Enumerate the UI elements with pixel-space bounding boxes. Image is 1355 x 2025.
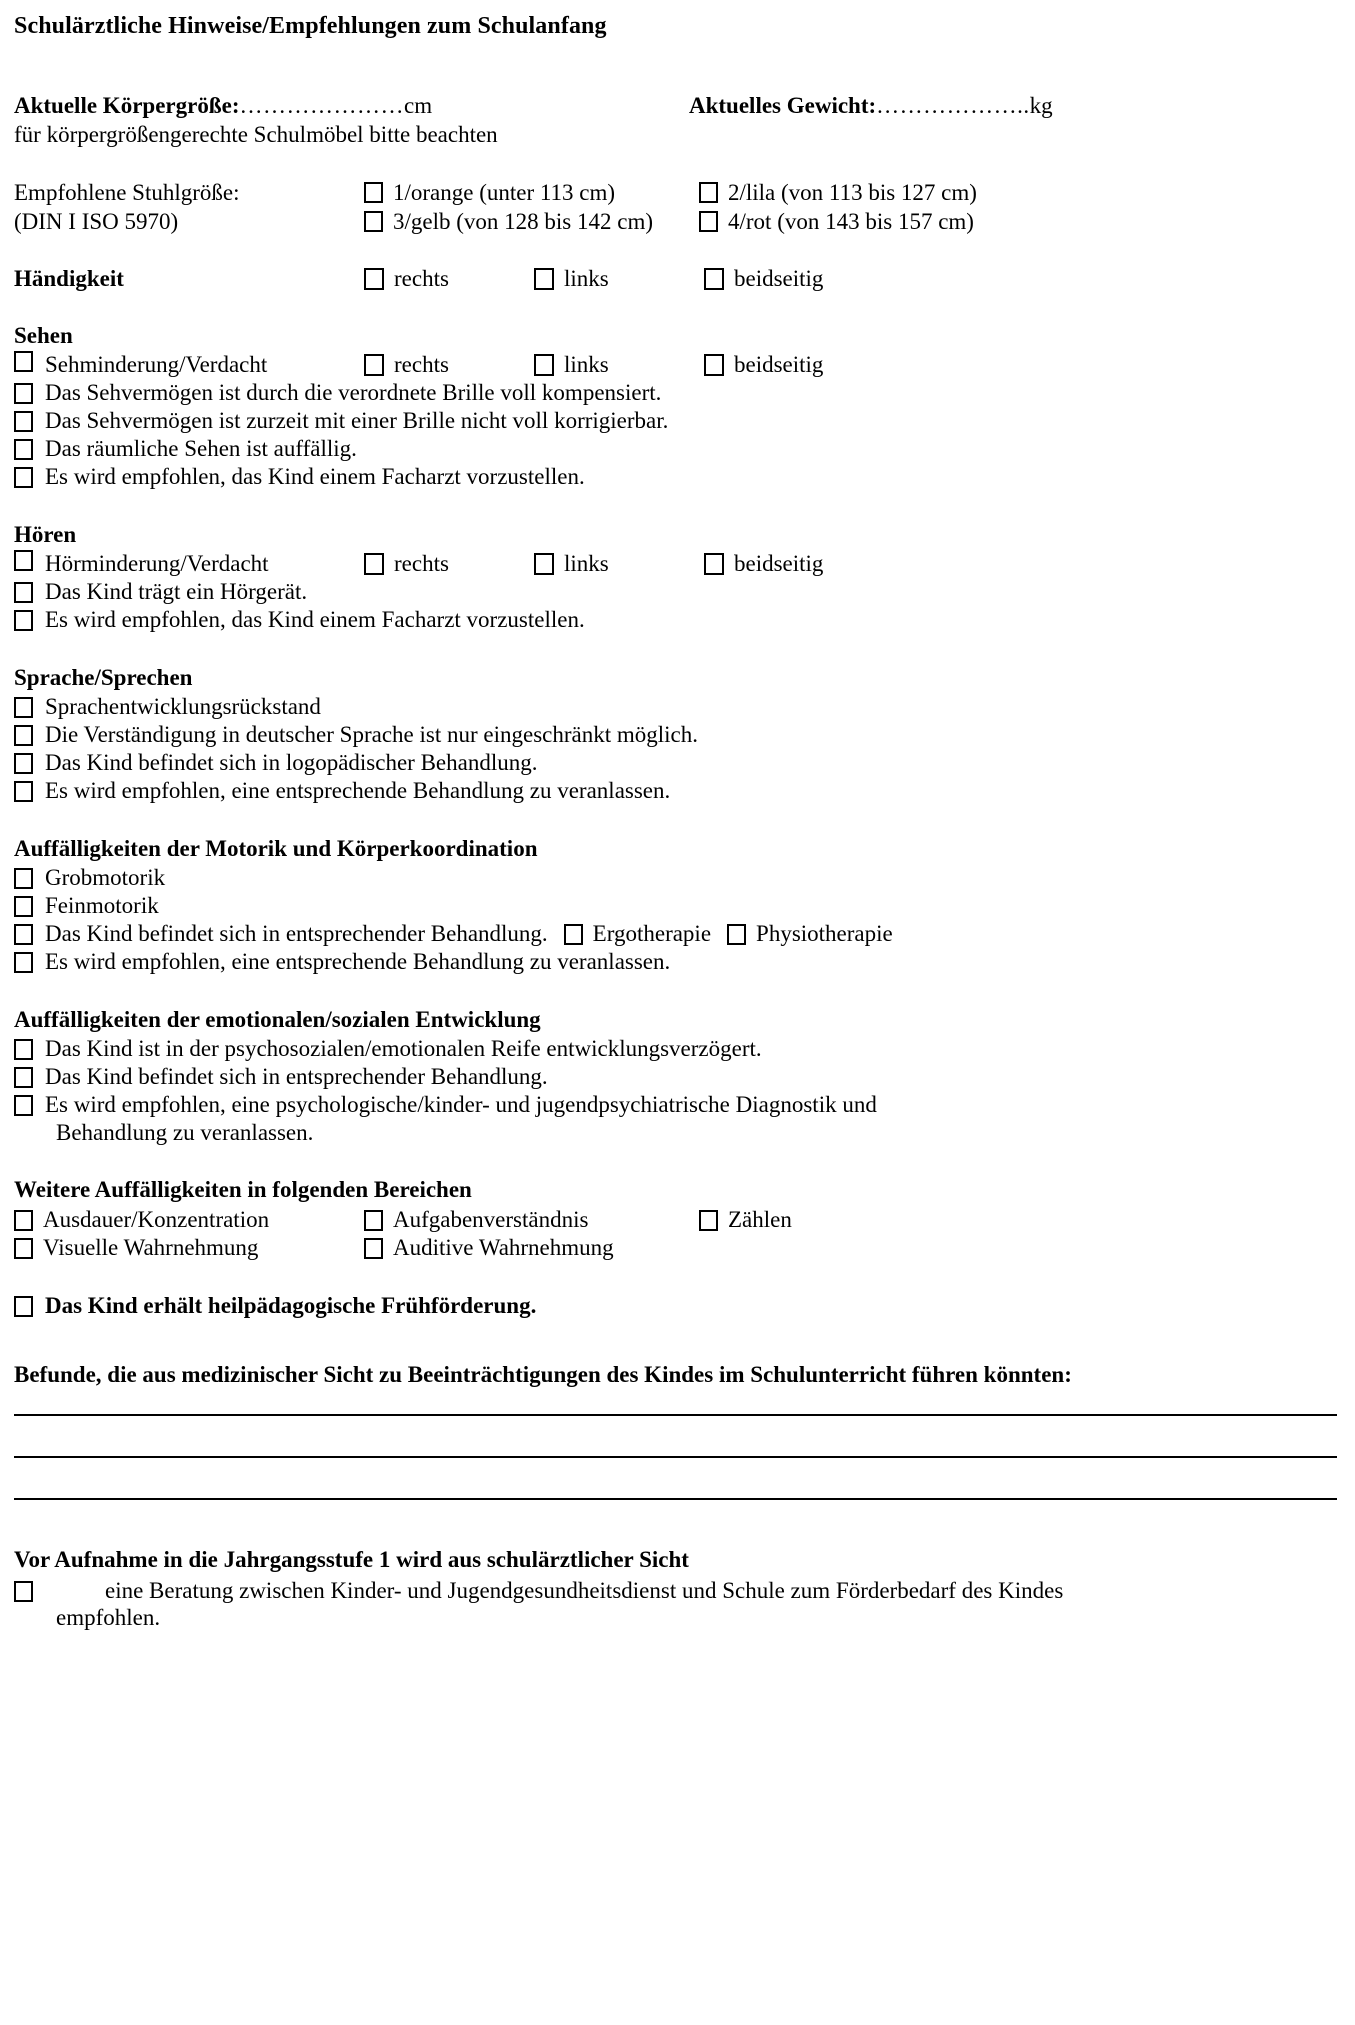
hoeren-option-beidseitig[interactable] [704,550,823,577]
handedness-option-beidseitig[interactable] [704,265,823,292]
chair-option-3[interactable] [364,208,699,235]
sehen-rechts-label: rechts [394,351,449,377]
chair-option-1[interactable] [364,179,699,206]
measurements-line [14,92,1337,119]
motorik-physiotherapie-label: Physiotherapie [756,921,893,947]
handedness-rechts-label: rechts [394,265,449,291]
emotional-recommendation-line2: Behandlung zu veranlassen. [56,1120,314,1146]
handedness-row [14,265,1337,292]
sehen-sehminderung[interactable] [14,351,364,378]
befunde-write-area [14,1414,1337,1500]
handedness-beidseitig-checkbox[interactable] [704,268,724,290]
hoeren-links-label: links [564,550,609,576]
fruehfoerderung-checkbox[interactable] [14,1296,33,1317]
motorik-ergotherapie-label: Ergotherapie [592,921,712,947]
sehen-item-checkbox[interactable] [14,383,33,404]
sprache-item-checkbox[interactable] [14,753,33,774]
motorik-recommendation[interactable] [14,948,1337,976]
chair-size-norm: (DIN I ISO 5970) [14,208,179,234]
weitere-option-aufgabenverstaendnis[interactable] [364,1206,699,1233]
hoeren-option-links[interactable] [534,550,704,577]
motorik-item-label: Feinmotorik [45,893,159,919]
hoeren-item[interactable] [14,578,1337,606]
section-sehen-title: Sehen [14,322,73,348]
chair-option-1-checkbox[interactable] [364,182,383,203]
hoeren-item-label: Das Kind trägt ein Hörgerät. [45,578,308,604]
section-motorik [14,835,1337,976]
section-weitere [14,1176,1337,1261]
weitere-option-ausdauer[interactable] [14,1206,364,1233]
weight-field [689,92,1053,119]
sehen-item-label: Das räumliche Sehen ist auffällig. [45,435,357,461]
chair-size-row-1 [14,179,1337,208]
motorik-treatment-checkbox[interactable] [14,924,33,945]
chair-size-label: Empfohlene Stuhlgröße: [14,179,240,205]
befunde-line[interactable] [14,1498,1337,1500]
chair-option-3-checkbox[interactable] [364,211,383,232]
hoeren-beidseitig-checkbox[interactable] [704,553,724,575]
sehen-item-label: Das Sehvermögen ist durch die verordnete Brille voll kompensiert. [45,379,662,405]
befunde-line[interactable] [14,1414,1337,1416]
weight-input-dots[interactable]: ……………….. [876,93,1030,119]
aufnahme-beratung-line2: empfohlen. [56,1605,161,1631]
measurements-block [14,92,1337,148]
hoeren-first-row [14,550,1337,578]
emotional-item-checkbox[interactable] [14,1067,33,1088]
height-label: Aktuelle Körpergröße: [14,93,240,119]
weitere-ausdauer-checkbox[interactable] [14,1210,33,1231]
motorik-item-checkbox[interactable] [14,896,33,917]
sprache-item[interactable] [14,749,1337,777]
sehen-item[interactable] [14,379,1337,407]
emotional-recommendation-checkbox[interactable] [14,1095,33,1116]
section-weitere-title: Weitere Auffälligkeiten in folgenden Bereichen [14,1177,472,1203]
aufnahme-option-beratung[interactable] [14,1577,1337,1604]
sprache-item-checkbox[interactable] [14,697,33,718]
motorik-ergotherapie-checkbox[interactable] [564,924,583,945]
sehen-option-rechts[interactable] [364,351,534,378]
motorik-item-label: Grobmotorik [45,865,166,891]
sehen-item-checkbox[interactable] [14,439,33,460]
section-sehen [14,322,1337,491]
sehen-first-row [14,351,1337,379]
emotional-recommendation-line1: Es wird empfohlen, eine psychologische/kinder- und jugendpsychiatrische Diagnostik und [45,1092,877,1118]
sprache-item-label: Es wird empfohlen, eine entsprechende Behandlung zu veranlassen. [45,778,671,804]
chair-size-row-2 [14,208,1337,237]
height-input-dots[interactable]: ………………… [239,93,404,119]
sprache-item-checkbox[interactable] [14,725,33,746]
hoeren-hoerminderung-checkbox[interactable] [14,550,33,571]
fruehfoerderung-label: Das Kind erhält heilpädagogische Frühförderung. [45,1292,537,1318]
weitere-auditive-checkbox[interactable] [364,1238,383,1259]
page-title: Schulärztliche Hinweise/Empfehlungen zum Schulanfang [14,13,607,39]
weitere-zaehlen-label: Zählen [728,1206,792,1232]
section-sprache [14,664,1337,805]
height-unit: cm [403,93,433,119]
weitere-row-2 [14,1234,1337,1262]
sehen-links-checkbox[interactable] [534,354,554,376]
section-hoeren [14,521,1337,634]
hoeren-option-rechts[interactable] [364,550,534,577]
sprache-item[interactable] [14,693,1337,721]
hoeren-item-checkbox[interactable] [14,582,33,603]
sehen-item-checkbox[interactable] [14,467,33,488]
hoeren-item[interactable] [14,606,1337,634]
sprache-item-label: Die Verständigung in deutscher Sprache ist nur eingeschränkt möglich. [45,722,698,748]
chair-option-4-checkbox[interactable] [699,211,718,232]
handedness-links-checkbox[interactable] [534,268,554,290]
hoeren-beidseitig-label: beidseitig [734,550,824,576]
aufnahme-beratung-line1: eine Beratung zwischen Kinder- und Jugendgesundheitsdienst und Schule zum Förderbedarf des Kindes [105,1577,1064,1603]
chair-size-block [14,179,1337,237]
sprache-item-label: Das Kind befindet sich in logopädischer Behandlung. [45,750,538,776]
sprache-item-checkbox[interactable] [14,781,33,802]
sprache-item-label: Sprachentwicklungsrückstand [45,694,321,720]
hoeren-rechts-checkbox[interactable] [364,553,384,575]
sehen-beidseitig-label: beidseitig [734,351,824,377]
chair-option-4[interactable] [699,208,974,235]
sprache-item[interactable] [14,777,1337,805]
weitere-row-1 [14,1206,1337,1234]
aufnahme-beratung-checkbox[interactable] [14,1581,33,1602]
sehen-links-label: links [564,351,609,377]
chair-option-1-label: 1/orange (unter 113 cm) [393,179,616,205]
sehen-item-label: Das Sehvermögen ist zurzeit mit einer Brille nicht voll korrigierbar. [45,407,669,433]
handedness-beidseitig-label: beidseitig [734,265,824,291]
emotional-item-label: Das Kind befindet sich in entsprechender Behandlung. [45,1064,548,1090]
sehen-item[interactable] [14,463,1337,491]
weitere-ausdauer-label: Ausdauer/Konzentration [43,1206,270,1232]
hoeren-item-checkbox[interactable] [14,610,33,631]
emotional-item-checkbox[interactable] [14,1039,33,1060]
weitere-option-visuelle-wahrnehmung[interactable] [14,1234,364,1261]
sehen-sehminderung-label: Sehminderung/Verdacht [45,351,268,377]
section-hoeren-title: Hören [14,521,77,547]
weitere-option-zaehlen[interactable] [699,1206,792,1233]
height-field [14,92,689,119]
sprache-item[interactable] [14,721,1337,749]
weight-unit: kg [1029,93,1053,119]
handedness-title: Händigkeit [14,265,124,291]
section-motorik-title: Auffälligkeiten der Motorik und Körperkoordination [14,836,538,862]
weight-label: Aktuelles Gewicht: [689,93,877,119]
weitere-aufgabenverstaendnis-checkbox[interactable] [364,1210,383,1231]
weitere-visuelle-checkbox[interactable] [14,1238,33,1259]
hoeren-links-checkbox[interactable] [534,553,554,575]
sehen-item[interactable] [14,435,1337,463]
hoeren-hoerminderung[interactable] [14,550,364,577]
weitere-auditive-label: Auditive Wahrnehmung [393,1234,614,1260]
handedness-option-links[interactable] [534,265,704,292]
sehen-item-checkbox[interactable] [14,411,33,432]
chair-option-4-label: 4/rot (von 143 bis 157 cm) [728,208,974,234]
motorik-item[interactable] [14,892,1337,920]
hoeren-item-label: Es wird empfohlen, das Kind einem Facharzt vorzustellen. [45,606,585,632]
hoeren-rechts-label: rechts [394,550,449,576]
emotional-item[interactable] [14,1063,1337,1091]
fruehfoerderung-row[interactable] [14,1292,1337,1319]
chair-option-2-checkbox[interactable] [699,182,718,203]
befunde-line[interactable] [14,1456,1337,1458]
sehen-beidseitig-checkbox[interactable] [704,354,724,376]
emotional-recommendation[interactable] [14,1091,1337,1119]
weitere-aufgabenverstaendnis-label: Aufgabenverständnis [393,1206,589,1232]
motorik-item-checkbox[interactable] [14,868,33,889]
handedness-option-rechts[interactable] [364,265,534,292]
sehen-rechts-checkbox[interactable] [364,354,384,376]
hoeren-hoerminderung-label: Hörminderung/Verdacht [45,550,269,576]
sehen-sehminderung-checkbox[interactable] [14,351,33,372]
emotional-item[interactable] [14,1035,1337,1063]
section-aufnahme [14,1546,1337,1631]
chair-option-2-label: 2/lila (von 113 bis 127 cm) [728,179,977,205]
motorik-option-physiotherapie[interactable] [727,920,893,947]
befunde-heading: Befunde, die aus medizinischer Sicht zu Beeinträchtigungen des Kindes im Schulunterricht führen könnten: [14,1361,1072,1387]
handedness-rechts-checkbox[interactable] [364,268,384,290]
sehen-option-links[interactable] [534,351,704,378]
motorik-treatment-label: Das Kind befindet sich in entsprechender Behandlung. [45,921,548,947]
emotional-item-label: Das Kind ist in der psychosozialen/emotionalen Reife entwicklungsverzögert. [45,1036,762,1062]
motorik-recommendation-checkbox[interactable] [14,952,33,973]
aufnahme-heading: Vor Aufnahme in die Jahrgangsstufe 1 wird aus schulärztlicher Sicht [14,1546,689,1572]
motorik-item[interactable] [14,864,1337,892]
weitere-zaehlen-checkbox[interactable] [699,1210,718,1231]
weitere-option-auditive-wahrnehmung[interactable] [364,1234,699,1261]
section-sprache-title: Sprache/Sprechen [14,664,193,690]
handedness-links-label: links [564,265,609,291]
chair-option-3-label: 3/gelb (von 128 bis 142 cm) [393,208,653,234]
furniture-note: für körpergrößengerechte Schulmöbel bitte beachten [14,122,498,148]
sehen-item[interactable] [14,407,1337,435]
chair-option-2[interactable] [699,179,977,206]
weitere-visuelle-label: Visuelle Wahrnehmung [43,1234,259,1260]
sehen-option-beidseitig[interactable] [704,351,823,378]
motorik-recommendation-label: Es wird empfohlen, eine entsprechende Behandlung zu veranlassen. [45,949,671,975]
motorik-physiotherapie-checkbox[interactable] [727,924,746,945]
section-emotional [14,1006,1337,1146]
motorik-option-ergotherapie[interactable] [564,920,711,947]
sehen-item-label: Es wird empfohlen, das Kind einem Facharzt vorzustellen. [45,463,585,489]
motorik-treatment-row [14,920,1337,948]
section-emotional-title: Auffälligkeiten der emotionalen/sozialen Entwicklung [14,1007,541,1033]
